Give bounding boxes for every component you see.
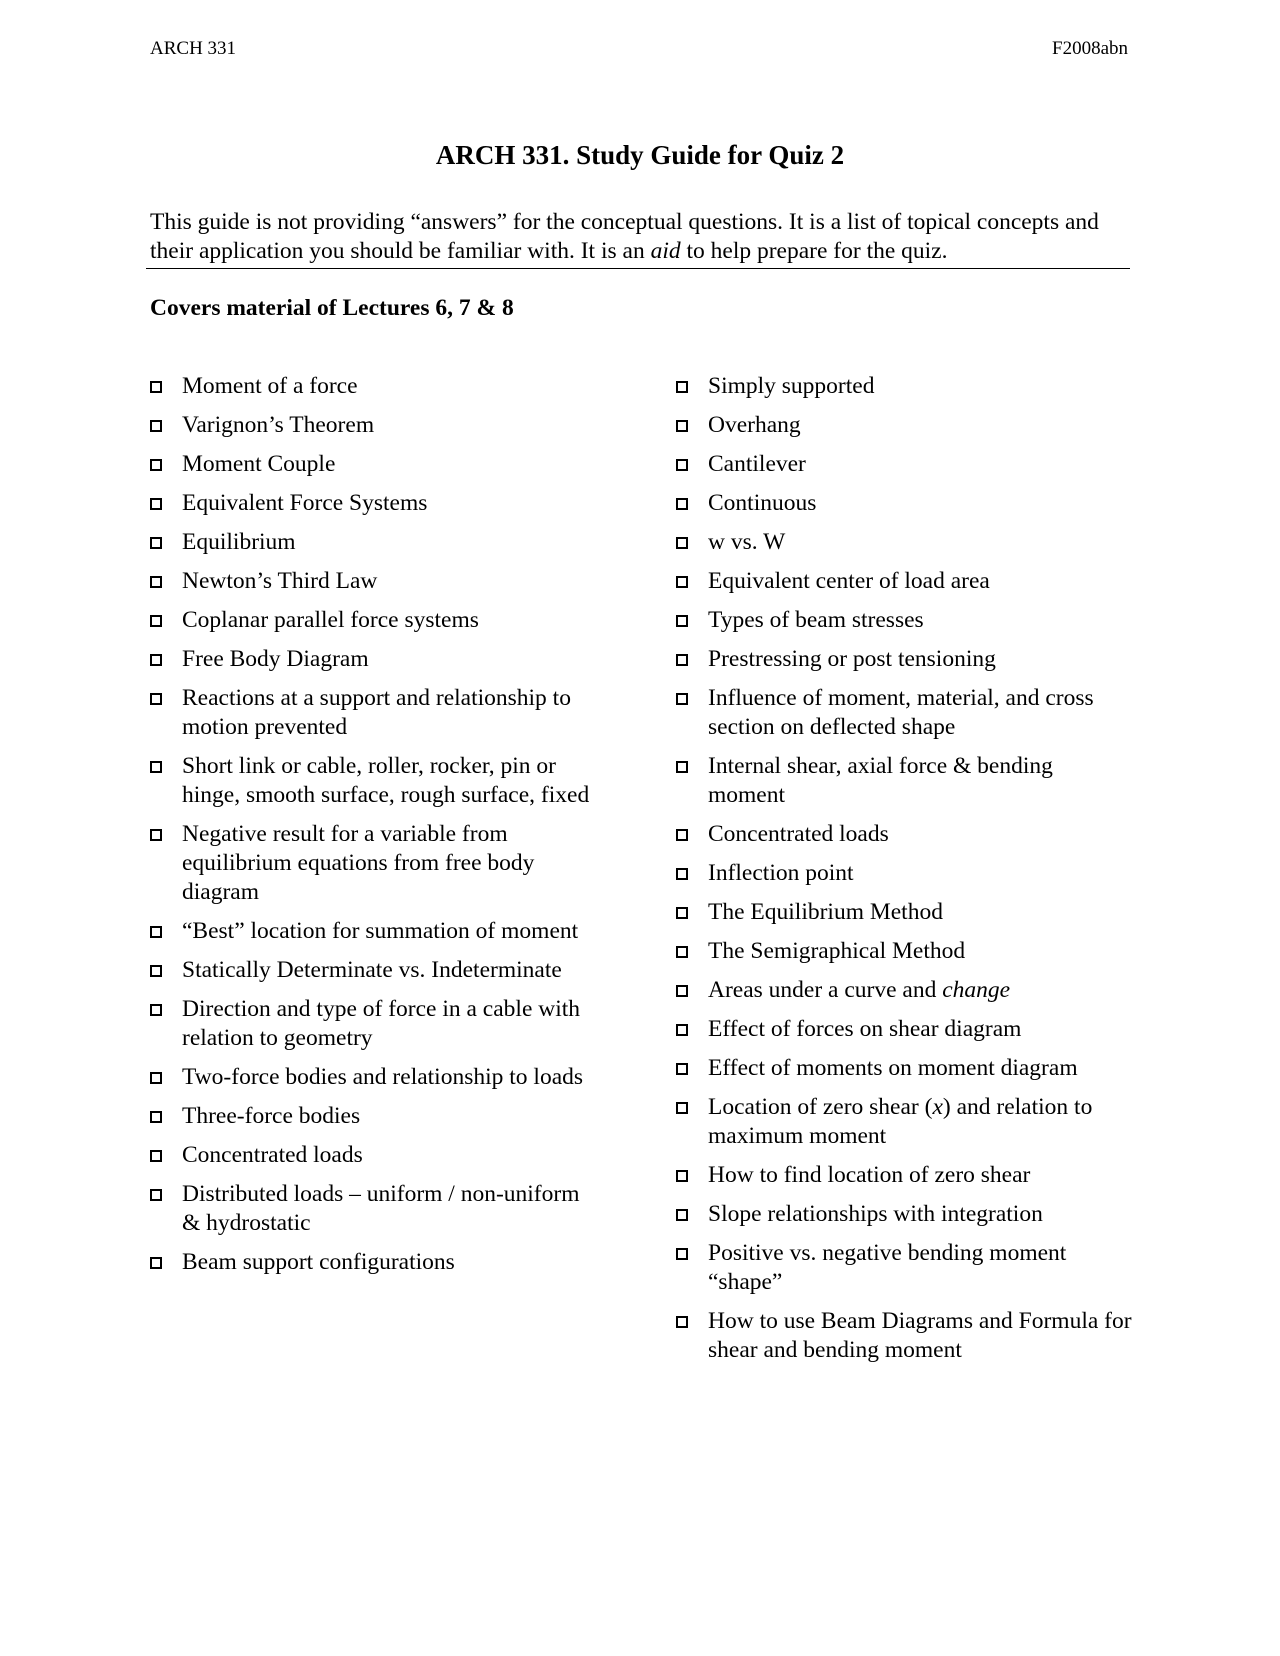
checklist-item	[676, 1054, 1146, 1083]
checklist-item-label: Slope relationships with integration	[708, 1201, 1043, 1227]
checklist-item	[676, 567, 1146, 596]
checklist-item-label: Effect of forces on shear diagram	[708, 1016, 1022, 1042]
checklist-item-label: Two-force bodies and relationship to loads	[182, 1064, 584, 1090]
checklist-item	[676, 684, 1146, 742]
checklist-item-label: Cantilever	[708, 451, 806, 477]
checkbox-icon[interactable]	[150, 459, 162, 471]
checklist-item	[150, 489, 610, 518]
checkbox-icon[interactable]	[676, 615, 688, 627]
checklist-item	[150, 684, 610, 742]
checkbox-icon[interactable]	[676, 868, 688, 880]
checkbox-icon[interactable]	[676, 1316, 688, 1328]
checklist-item-label: Coplanar parallel force systems	[182, 607, 479, 633]
left-checklist	[150, 372, 610, 1287]
checkbox-icon[interactable]	[676, 1209, 688, 1221]
checklist-item	[150, 917, 610, 946]
checklist-item	[676, 528, 1146, 557]
checklist-item-label: Internal shear, axial force & bending moment	[708, 753, 1053, 808]
checkbox-icon[interactable]	[676, 420, 688, 432]
checklist-item-label: Equivalent center of load area	[708, 568, 990, 594]
checklist-item	[150, 1141, 610, 1170]
checkbox-icon[interactable]	[150, 498, 162, 510]
checklist-item-label: Varignon’s Theorem	[182, 412, 375, 438]
checkbox-icon[interactable]	[676, 498, 688, 510]
checkbox-icon[interactable]	[150, 1072, 162, 1084]
checkbox-icon[interactable]	[150, 1189, 162, 1201]
checklist-item	[150, 528, 610, 557]
checklist-item-label: Beam support configurations	[182, 1249, 455, 1275]
checklist-item	[150, 567, 610, 596]
checklist-item-label: Statically Determinate vs. Indeterminate	[182, 957, 562, 983]
header-course-code: ARCH 331	[150, 38, 237, 59]
checklist-item-label: Continuous	[708, 490, 817, 516]
checklist-item-label: Equilibrium	[182, 529, 296, 555]
checklist-item-label: Free Body Diagram	[182, 646, 369, 672]
covers-heading: Covers material of Lectures 6, 7 & 8	[150, 295, 514, 321]
checklist-item	[676, 372, 1146, 401]
checkbox-icon[interactable]	[150, 965, 162, 977]
checklist-item	[150, 820, 610, 907]
checklist-item	[676, 752, 1146, 810]
checkbox-icon[interactable]	[676, 693, 688, 705]
checkbox-icon[interactable]	[150, 420, 162, 432]
checklist-item-label: Newton’s Third Law	[182, 568, 378, 594]
checklist-item-label: Equivalent Force Systems	[182, 490, 428, 516]
intro-paragraph	[150, 208, 1125, 266]
checklist-item	[676, 645, 1146, 674]
checklist-item-emphasis: change	[942, 977, 1011, 1003]
checklist-item	[150, 645, 610, 674]
checklist-item	[676, 606, 1146, 635]
checklist-item	[676, 937, 1146, 966]
intro-text-end: to help prepare for the quiz.	[680, 238, 948, 264]
checkbox-icon[interactable]	[150, 537, 162, 549]
checkbox-icon[interactable]	[676, 537, 688, 549]
checklist-item-label: Concentrated loads	[708, 821, 889, 847]
checkbox-icon[interactable]	[150, 381, 162, 393]
checkbox-icon[interactable]	[150, 1257, 162, 1269]
checklist-item	[150, 1180, 610, 1238]
checklist-item-label: w vs. W	[708, 529, 786, 555]
checklist-item	[676, 1239, 1146, 1297]
checklist-item-label: Influence of moment, material, and cross section on deflected shape	[708, 685, 1094, 740]
checklist-item-label: The Semigraphical Method	[708, 938, 966, 964]
checklist-item	[676, 489, 1146, 518]
checklist-item-label: “Best” location for summation of moment	[182, 918, 579, 944]
checklist-item	[150, 606, 610, 635]
checkbox-icon[interactable]	[150, 693, 162, 705]
intro-divider	[146, 268, 1130, 269]
checklist-item-label: Moment Couple	[182, 451, 336, 477]
checklist-item	[150, 995, 610, 1053]
checkbox-icon[interactable]	[676, 761, 688, 773]
checklist-item	[150, 411, 610, 440]
checkbox-icon[interactable]	[150, 576, 162, 588]
checklist-item	[150, 1248, 610, 1277]
checkbox-icon[interactable]	[676, 654, 688, 666]
checklist-item	[676, 411, 1146, 440]
checklist-item-label: Reactions at a support and relationship to motion prevented	[182, 685, 571, 740]
checklist-item	[150, 1063, 610, 1092]
checklist-item-label: Moment of a force	[182, 373, 358, 399]
checklist-item	[150, 956, 610, 985]
checkbox-icon[interactable]	[150, 926, 162, 938]
checkbox-icon[interactable]	[676, 829, 688, 841]
checkbox-icon[interactable]	[150, 1004, 162, 1016]
checklist-item-label: Overhang	[708, 412, 801, 438]
page-title: ARCH 331. Study Guide for Quiz 2	[435, 140, 845, 170]
checklist-item-label: Direction and type of force in a cable with relation to geometry	[182, 996, 581, 1051]
checkbox-icon[interactable]	[676, 1063, 688, 1075]
checklist-item	[676, 450, 1146, 479]
checkbox-icon[interactable]	[676, 1024, 688, 1036]
checkbox-icon[interactable]	[150, 1111, 162, 1123]
checklist-item	[676, 1161, 1146, 1190]
checklist-item-label: Prestressing or post tensioning	[708, 646, 996, 672]
checklist-item-label: Types of beam stresses	[708, 607, 924, 633]
checklist-item	[676, 859, 1146, 888]
checklist-item-label: Simply supported	[708, 373, 875, 399]
checklist-item-label: Distributed loads – uniform / non-uniform & hydrostatic	[182, 1181, 580, 1236]
intro-text-start: This guide is not providing “answers” for the conceptual questions. It is a list of topical concepts and their application you should be familiar with. It is an	[150, 209, 1099, 264]
intro-emphasis: aid	[650, 238, 681, 264]
checklist-item	[676, 1093, 1146, 1151]
checkbox-icon[interactable]	[676, 1102, 688, 1114]
checkbox-icon[interactable]	[676, 946, 688, 958]
checklist-item-label: Concentrated loads	[182, 1142, 363, 1168]
checklist-item-label: Areas under a curve and change	[708, 977, 1011, 1003]
checklist-item-label: Negative result for a variable from equilibrium equations from free body diagram	[182, 821, 535, 905]
checklist-item	[676, 820, 1146, 849]
checklist-item-emphasis: x	[932, 1094, 943, 1120]
checklist-item	[676, 898, 1146, 927]
checkbox-icon[interactable]	[150, 1150, 162, 1162]
checkbox-icon[interactable]	[676, 1170, 688, 1182]
checklist-item-label: Inflection point	[708, 860, 854, 886]
right-checklist	[676, 372, 1146, 1375]
checklist-item-label: The Equilibrium Method	[708, 899, 943, 925]
checklist-item-label: Short link or cable, roller, rocker, pin or hinge, smooth surface, rough surface, fixed	[182, 753, 590, 808]
checklist-item-label: Effect of moments on moment diagram	[708, 1055, 1078, 1081]
checkbox-icon[interactable]	[676, 576, 688, 588]
checkbox-icon[interactable]	[676, 381, 688, 393]
checkbox-icon[interactable]	[150, 654, 162, 666]
checklist-item	[150, 372, 610, 401]
checkbox-icon[interactable]	[676, 1248, 688, 1260]
checklist-item	[150, 1102, 610, 1131]
checklist-item-label: Location of zero shear (x) and relation to maximum moment	[708, 1094, 1093, 1149]
checkbox-icon[interactable]	[150, 615, 162, 627]
checkbox-icon[interactable]	[676, 907, 688, 919]
checklist-item	[676, 976, 1146, 1005]
checkbox-icon[interactable]	[676, 459, 688, 471]
checklist-item	[150, 752, 610, 810]
checklist-item	[676, 1307, 1146, 1365]
checklist-item-label: How to use Beam Diagrams and Formula for shear and bending moment	[708, 1308, 1132, 1363]
checklist-item	[676, 1015, 1146, 1044]
checklist-item-label: Positive vs. negative bending moment “shape”	[708, 1240, 1067, 1295]
checklist-item-label: Three-force bodies	[182, 1103, 361, 1129]
checkbox-icon[interactable]	[676, 985, 688, 997]
checklist-item-label: How to find location of zero shear	[708, 1162, 1031, 1188]
checkbox-icon[interactable]	[150, 829, 162, 841]
checklist-item	[676, 1200, 1146, 1229]
header-term-code: F2008abn	[1052, 38, 1128, 59]
checkbox-icon[interactable]	[150, 761, 162, 773]
checklist-item	[150, 450, 610, 479]
